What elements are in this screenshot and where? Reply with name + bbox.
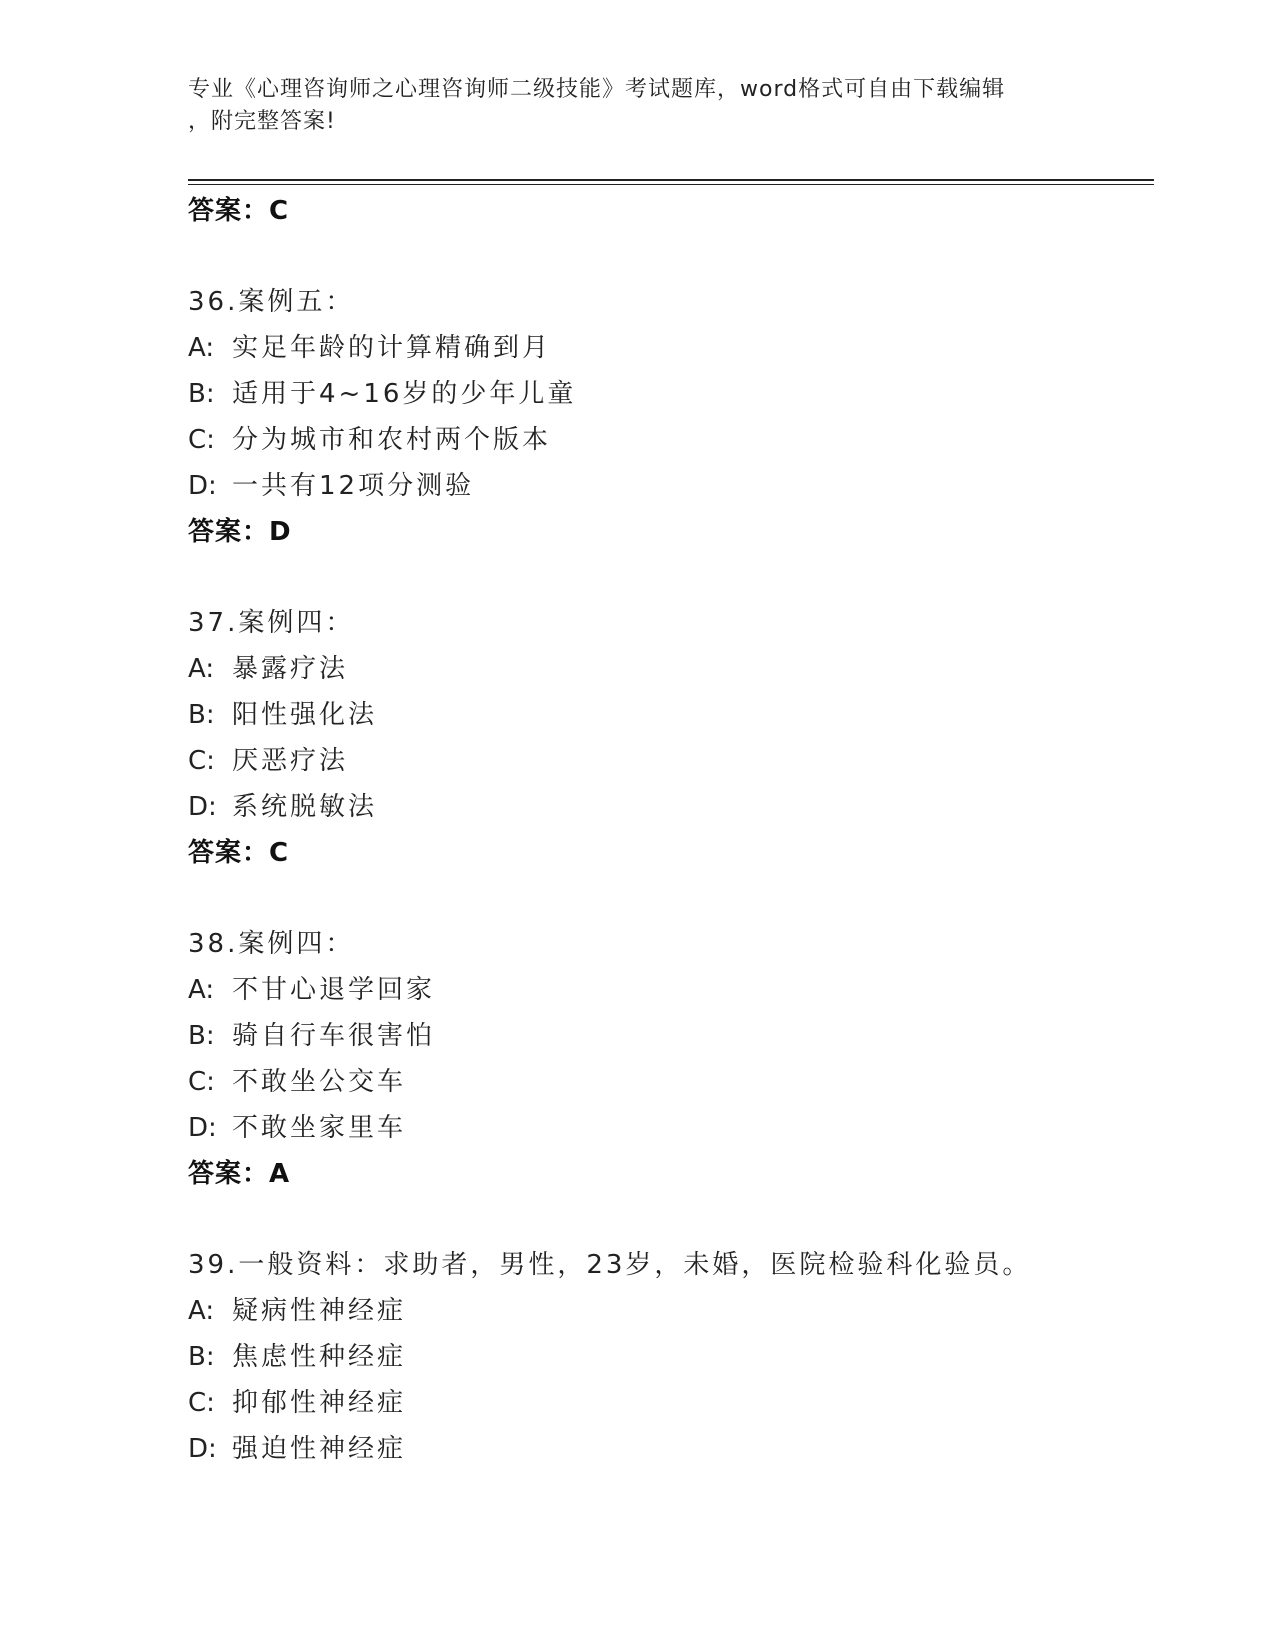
option-a [188,646,1188,692]
option-a [188,325,1188,371]
option-text: 厌恶疗法 [232,746,349,776]
option-letter: B: [188,700,215,730]
option-d [188,1426,1188,1472]
question-stem: 39.一般资料：求助者，男性，23岁，未婚，医院检验科化验员。 [188,1250,1032,1280]
question-stem: 38.案例四： [188,929,355,959]
option-text: 抑郁性神经症 [232,1388,407,1418]
question-list [188,188,1188,1472]
answer-line [188,509,1188,555]
option-text: 阳性强化法 [232,700,378,730]
question-stem: 36.案例五： [188,287,355,317]
option-text: 骑自行车很害怕 [232,1021,436,1051]
option-letter: A: [188,975,215,1005]
answer-label: 答案： [188,196,270,226]
option-text: 强迫性神经症 [232,1434,407,1464]
answer-line [188,1151,1188,1197]
document-header [188,74,1088,138]
option-letter: C: [188,1388,215,1418]
answer-value: C [269,838,290,868]
option-b [188,1013,1188,1059]
option-a [188,967,1188,1013]
option-text: 不敢坐公交车 [232,1067,407,1097]
option-letter: D: [188,1434,217,1464]
option-a [188,1288,1188,1334]
option-text: 不甘心退学回家 [232,975,436,1005]
option-text: 疑病性神经症 [232,1296,407,1326]
header-divider-thick [188,179,1154,181]
option-letter: A: [188,654,215,684]
option-letter: C: [188,1067,215,1097]
option-b [188,692,1188,738]
answer-line [188,188,1188,234]
option-text: 系统脱敏法 [232,792,378,822]
option-text: 实足年龄的计算精确到月 [232,333,552,363]
option-letter: D: [188,471,217,501]
answer-value: C [269,196,290,226]
header-divider-thin [188,184,1154,185]
option-d [188,1105,1188,1151]
option-text: 不敢坐家里车 [232,1113,407,1143]
option-letter: D: [188,1113,217,1143]
option-c [188,417,1188,463]
option-text: 适用于4~16岁的少年儿童 [232,379,577,409]
option-text: 暴露疗法 [232,654,349,684]
option-b [188,1334,1188,1380]
answer-value: D [269,517,292,547]
option-d [188,463,1188,509]
question-stem: 37.案例四： [188,608,355,638]
option-letter: A: [188,333,215,363]
option-c [188,1059,1188,1105]
answer-value: A [269,1159,291,1189]
answer-line [188,830,1188,876]
option-text: 分为城市和农村两个版本 [232,425,552,455]
option-letter: B: [188,1021,215,1051]
option-text: 焦虑性种经症 [232,1342,407,1372]
option-c [188,1380,1188,1426]
option-text: 一共有12项分测验 [232,471,475,501]
option-letter: B: [188,1342,215,1372]
option-letter: D: [188,792,217,822]
option-letter: A: [188,1296,215,1326]
option-d [188,784,1188,830]
option-letter: B: [188,379,215,409]
option-letter: C: [188,425,215,455]
answer-label: 答案： [188,517,270,547]
answer-label: 答案： [188,838,270,868]
option-letter: C: [188,746,215,776]
answer-label: 答案： [188,1159,270,1189]
header-line-1: 专业《心理咨询师之心理咨询师二级技能》考试题库，word格式可自由下载编辑 [188,77,1006,102]
option-c [188,738,1188,784]
option-b [188,371,1188,417]
header-line-2: ，附完整答案! [188,109,336,134]
